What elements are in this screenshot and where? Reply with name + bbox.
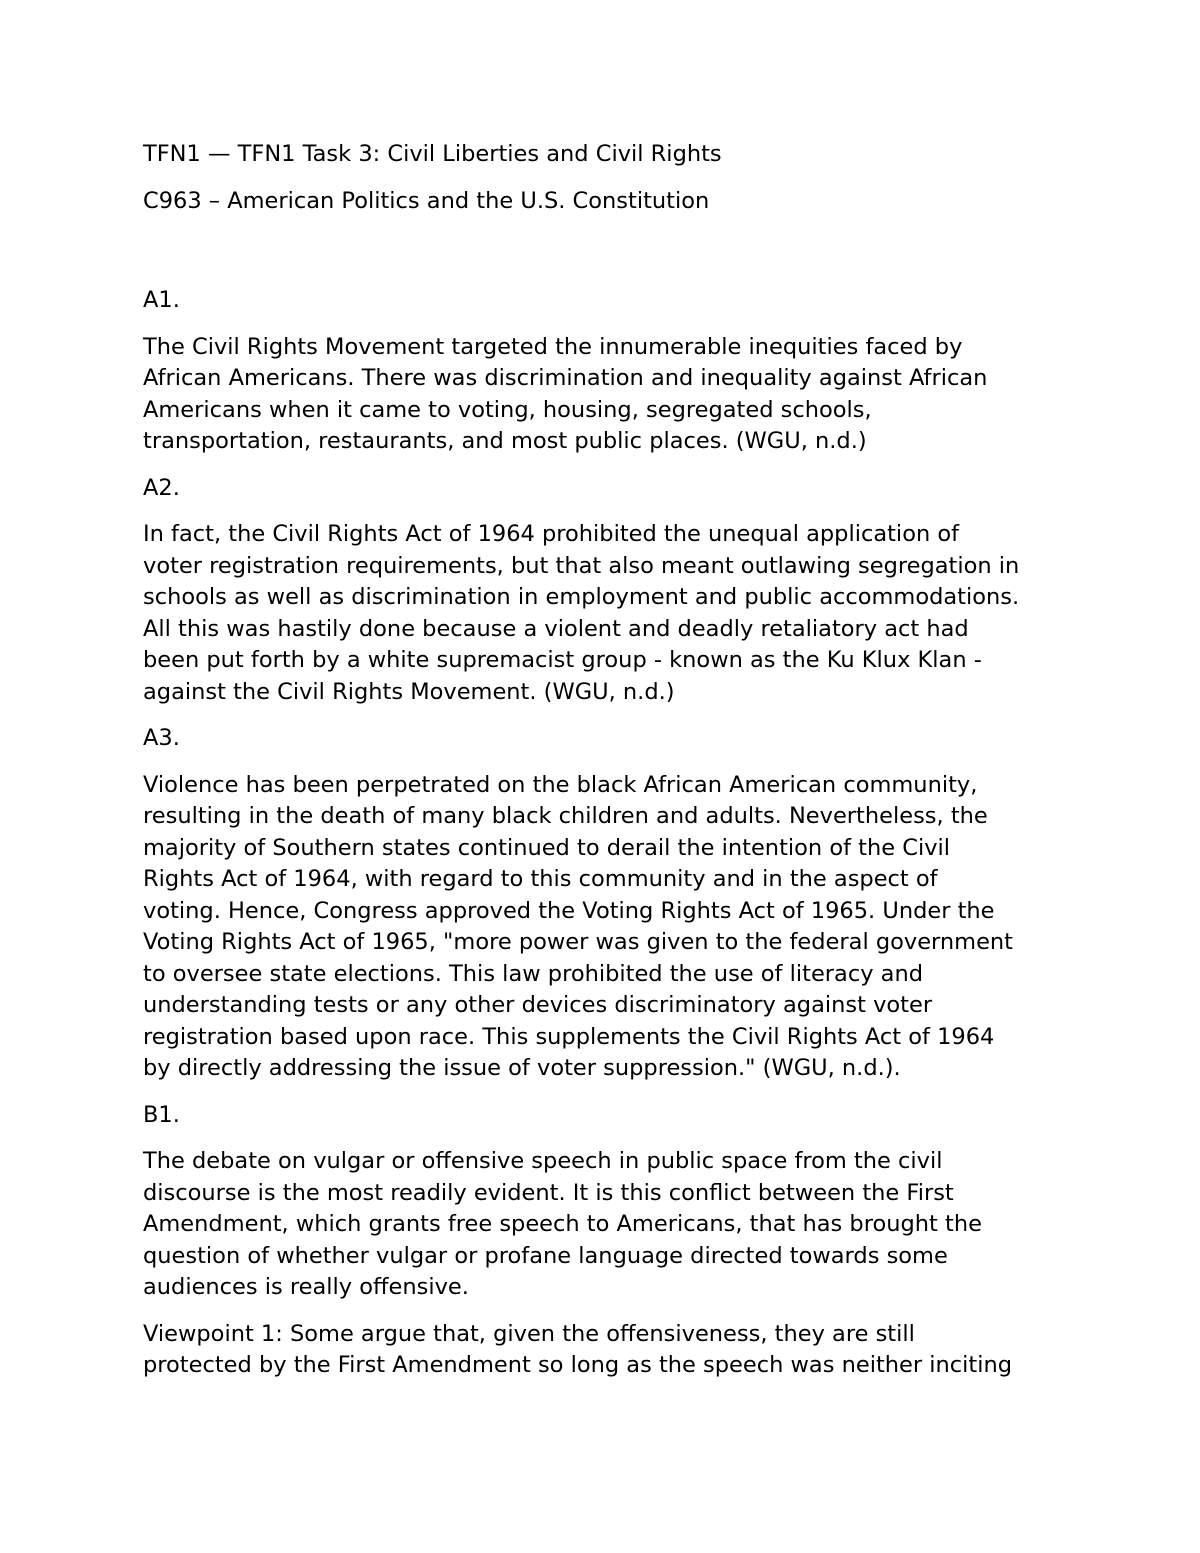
section-heading-a2: A2. xyxy=(143,474,180,501)
section-body-a3: Violence has been perpetrated on the black African American community, resulting in the death of many black children and adults. Nevertheless, the majority of Southern states continued to derail the intention of the Civil Rights Act of 1964, with regard to this community and in the aspect of voting. Hence, Congress approved the Voting Rights Act of 1965. Under the Voting Rights Act of 1965, "more power was given to the federal government to oversee state elections. This law prohibited the use of literacy and understanding tests or any other devices discriminatory against voter registration based upon race. This supplements the Civil Rights Act of 1964 by directly addressing the issue of voter suppression." (WGU, n.d.). xyxy=(143,771,1014,1081)
document-body xyxy=(143,139,1083,1397)
section-body-b1: The debate on vulgar or offensive speech in public space from the civil discourse is the most readily evident. It is this conflict between the First Amendment, which grants free speech to Americans, that has brought the question of whether vulgar or profane language directed towards some audiences is really offensive. xyxy=(143,1148,982,1300)
section-body-a2: In fact, the Civil Rights Act of 1964 prohibited the unequal application of voter registration requirements, but that also meant outlawing segregation in schools as well as discrimination in employment and public accommodations. All this was hastily done because a violent and deadly retaliatory act had been put forth by a white supremacist group - known as the Ku Klux Klan - against the Civil Rights Movement. (WGU, n.d.) xyxy=(143,521,1020,705)
document-title: TFN1 — TFN1 Task 3: Civil Liberties and Civil Rights xyxy=(143,141,722,167)
course-title: C963 – American Politics and the U.S. Constitution xyxy=(143,187,710,214)
section-body-a1: The Civil Rights Movement targeted the innumerable inequities faced by African Americans. There was discrimination and inequality against African Americans when it came to voting, housing, segregated schools, transportation, restaurants, and most public places. (WGU, n.d.) xyxy=(143,333,988,454)
section-heading-a1: A1. xyxy=(143,287,180,313)
section-heading-b1: B1. xyxy=(143,1101,180,1128)
viewpoint-1-paragraph: Viewpoint 1: Some argue that, given the offensiveness, they are still protected by the First Amendment so long as the speech was neither inciting xyxy=(143,1320,1013,1378)
section-heading-a3: A3. xyxy=(143,725,180,751)
